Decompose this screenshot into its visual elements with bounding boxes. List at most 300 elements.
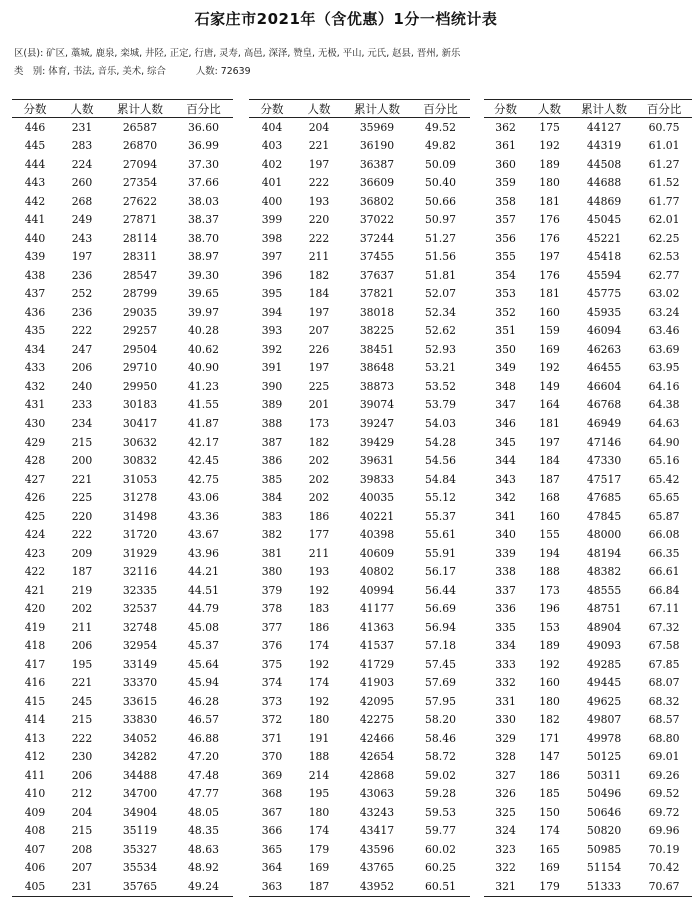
cumulative-cell: 41903 (359, 676, 395, 690)
score-cell: 337 (495, 583, 516, 597)
percent-cell: 56.94 (425, 620, 456, 634)
percent-cell: 65.65 (648, 491, 680, 505)
count-cell: 160 (539, 305, 560, 319)
cumulative-cell: 49978 (586, 731, 622, 745)
score-cell: 336 (495, 602, 516, 616)
score-cell: 423 (24, 546, 46, 560)
score-table-1 (12, 99, 233, 897)
table-row (12, 525, 233, 544)
score-cell: 331 (495, 694, 516, 708)
score-cell: 369 (261, 768, 283, 782)
table-row (484, 618, 692, 637)
cumulative-cell: 31498 (122, 509, 158, 523)
percent-cell: 60.25 (425, 861, 456, 875)
cumulative-cell: 26870 (122, 139, 158, 153)
cumulative-cell: 27871 (122, 213, 158, 227)
percent-cell: 48.92 (188, 861, 219, 875)
count-cell: 194 (539, 546, 560, 560)
percent-cell: 44.21 (188, 565, 219, 579)
count-cell: 202 (71, 602, 93, 616)
score-cell: 326 (495, 787, 516, 801)
table-row (249, 599, 470, 618)
count-cell: 202 (308, 472, 330, 486)
percent-cell: 46.88 (188, 731, 219, 745)
score-cell: 350 (495, 342, 516, 356)
count-cell: 193 (308, 565, 330, 579)
cumulative-cell: 34282 (122, 750, 158, 764)
table-row (12, 192, 233, 211)
table-row (12, 562, 233, 581)
percent-cell: 68.07 (648, 676, 680, 690)
count-cell: 221 (71, 676, 93, 690)
cumulative-cell: 47845 (586, 509, 622, 523)
percent-cell: 36.60 (188, 120, 219, 134)
count-cell: 184 (539, 454, 560, 468)
cumulative-cell: 45221 (586, 231, 622, 245)
table-row (12, 248, 233, 267)
cumulative-cell: 51333 (572, 877, 636, 896)
cumulative-cell: 32954 (122, 639, 158, 653)
table-row (484, 303, 692, 322)
count-cell: 187 (71, 565, 93, 579)
percent-cell: 49.82 (425, 139, 456, 153)
percent-cell: 41.23 (188, 379, 219, 393)
cumulative-cell: 38648 (359, 361, 395, 375)
score-cell: 383 (261, 509, 283, 523)
cumulative-cell: 50125 (586, 750, 622, 764)
cumulative-cell: 45594 (586, 268, 622, 282)
score-table-3 (484, 99, 692, 897)
count-cell: 180 (539, 694, 560, 708)
percent-cell: 57.18 (425, 639, 456, 653)
table-row (484, 322, 692, 341)
percent-cell: 45.94 (188, 676, 219, 690)
percent-cell: 48.35 (188, 824, 219, 838)
table-row (12, 711, 233, 730)
count-cell: 173 (539, 583, 560, 597)
percent-cell: 51.56 (425, 250, 456, 264)
percent-cell: 37.66 (188, 176, 219, 190)
table-row (484, 636, 692, 655)
table-row (249, 507, 470, 526)
count-cell: 193 (308, 194, 330, 208)
score-cell: 401 (261, 176, 283, 190)
percent-cell: 69.72 (648, 805, 680, 819)
score-cell: 352 (495, 305, 516, 319)
count-cell: 192 (308, 657, 330, 671)
table-row (12, 470, 233, 489)
cumulative-cell: 50311 (586, 768, 622, 782)
table-row (249, 174, 470, 193)
cumulative-cell: 40994 (359, 583, 395, 597)
table-row (484, 451, 692, 470)
cumulative-cell: 43063 (359, 787, 395, 801)
table-row (12, 544, 233, 563)
score-cell: 366 (261, 824, 283, 838)
cumulative-cell: 28547 (122, 268, 158, 282)
cumulative-cell: 28311 (122, 250, 158, 264)
cumulative-cell: 27354 (122, 176, 158, 190)
table-row (249, 766, 470, 785)
cumulative-cell: 38018 (359, 305, 395, 319)
table-row (249, 303, 470, 322)
score-cell: 375 (261, 657, 283, 671)
count-cell: 236 (71, 268, 93, 282)
table-row (12, 859, 233, 878)
cumulative-cell: 40035 (359, 491, 395, 505)
table-row (12, 748, 233, 767)
score-cell: 378 (261, 602, 283, 616)
table-row (12, 636, 233, 655)
count-cell: 169 (308, 861, 330, 875)
score-cell: 394 (261, 305, 283, 319)
count-cell: 182 (308, 268, 330, 282)
score-cell: 379 (261, 583, 283, 597)
count-cell: 197 (308, 157, 330, 171)
cumulative-cell: 41729 (359, 657, 395, 671)
score-cell: 446 (24, 120, 46, 134)
percent-cell: 52.93 (425, 342, 456, 356)
table-row (12, 840, 233, 859)
percent-cell: 55.37 (425, 509, 456, 523)
score-cell: 324 (495, 824, 516, 838)
table-row (249, 544, 470, 563)
cumulative-cell: 35534 (122, 861, 158, 875)
cumulative-cell: 40802 (359, 565, 395, 579)
table-row (249, 192, 470, 211)
count-cell: 181 (539, 417, 560, 430)
score-cell: 349 (495, 361, 516, 375)
table-row (249, 340, 470, 359)
count-cell: 187 (295, 877, 343, 896)
score-cell: 434 (24, 342, 46, 356)
table-row (12, 322, 233, 341)
cumulative-cell: 27622 (122, 194, 158, 208)
table-row (484, 711, 692, 730)
percent-cell: 44.79 (188, 602, 219, 616)
count-cell: 195 (308, 787, 330, 801)
count-cell: 220 (308, 213, 330, 227)
score-cell: 408 (24, 824, 46, 838)
score-cell: 416 (24, 676, 46, 690)
table-row (484, 655, 692, 674)
count-cell: 174 (308, 676, 330, 690)
score-cell: 400 (261, 194, 283, 208)
score-cell: 353 (495, 287, 516, 301)
percent-cell: 36.99 (188, 139, 219, 153)
table-row (249, 581, 470, 600)
cumulative-cell: 46768 (586, 398, 622, 412)
cumulative-cell: 41177 (359, 602, 395, 616)
score-cell: 411 (24, 768, 46, 782)
count-cell: 221 (71, 472, 93, 486)
percent-cell: 52.07 (425, 287, 456, 301)
percent-cell: 39.30 (188, 268, 219, 282)
table-row (12, 340, 233, 359)
cumulative-cell: 38451 (359, 342, 395, 356)
header-score: 分数 (484, 100, 527, 118)
count-cell: 243 (71, 231, 93, 245)
cumulative-cell: 48904 (586, 620, 622, 634)
percent-cell: 61.27 (648, 157, 680, 171)
count-cell: 191 (308, 731, 330, 745)
table-row (249, 636, 470, 655)
count-cell: 181 (539, 287, 560, 301)
table-row (12, 174, 233, 193)
percent-cell: 51.27 (425, 231, 456, 245)
percent-cell: 63.95 (648, 361, 680, 375)
score-cell: 356 (495, 231, 516, 245)
cumulative-cell: 39074 (359, 398, 395, 412)
percent-cell: 38.97 (188, 250, 219, 264)
percent-cell: 47.77 (188, 787, 219, 801)
score-cell: 384 (261, 491, 283, 505)
score-cell: 355 (495, 250, 516, 264)
score-cell: 363 (249, 877, 295, 896)
percent-cell: 54.03 (425, 417, 456, 430)
count-cell: 201 (308, 398, 330, 412)
count-cell: 234 (71, 417, 93, 430)
count-cell: 222 (71, 731, 93, 745)
count-cell: 231 (71, 120, 93, 134)
cumulative-cell: 51154 (586, 861, 622, 875)
header-row (12, 100, 233, 118)
count-cell: 155 (539, 528, 560, 542)
percent-cell: 41.87 (188, 417, 219, 430)
cumulative-cell: 50985 (586, 842, 622, 856)
table-row (249, 433, 470, 452)
cumulative-cell: 46949 (586, 417, 622, 430)
score-cell: 397 (261, 250, 283, 264)
score-cell: 327 (495, 768, 516, 782)
percent-cell: 43.36 (188, 509, 219, 523)
cumulative-cell: 45045 (586, 213, 622, 227)
count-cell: 180 (308, 805, 330, 819)
table-row (249, 785, 470, 804)
table-row (249, 266, 470, 285)
cumulative-cell: 39833 (359, 472, 395, 486)
score-cell: 442 (24, 194, 46, 208)
count-cell: 189 (539, 157, 560, 171)
table-row (249, 137, 470, 156)
count-cell: 192 (539, 361, 560, 375)
count-cell: 215 (71, 713, 93, 727)
score-cell: 323 (495, 842, 516, 856)
table-row (484, 229, 692, 248)
table-row (484, 859, 692, 878)
count-cell: 206 (71, 639, 93, 653)
percent-cell: 62.01 (648, 213, 680, 227)
cumulative-cell: 42654 (359, 750, 395, 764)
cumulative-cell: 31720 (122, 528, 158, 542)
table-row (484, 748, 692, 767)
percent-cell: 67.85 (648, 657, 680, 671)
percent-cell: 55.61 (425, 528, 456, 542)
cumulative-cell: 48194 (586, 546, 622, 560)
percent-cell: 65.87 (648, 509, 680, 523)
table-row (12, 285, 233, 304)
cumulative-cell: 49445 (586, 676, 622, 690)
cumulative-cell: 35327 (122, 842, 158, 856)
score-cell: 424 (24, 528, 46, 542)
cumulative-cell: 44869 (586, 194, 622, 208)
percent-cell: 54.56 (425, 454, 456, 468)
table-row (484, 414, 692, 433)
cumulative-cell: 43765 (359, 861, 395, 875)
percent-cell: 50.97 (425, 213, 456, 227)
score-cell: 340 (495, 528, 516, 542)
score-cell: 343 (495, 472, 516, 486)
percent-cell: 47.20 (188, 750, 219, 764)
percent-cell: 39.65 (188, 287, 219, 301)
table-row (12, 599, 233, 618)
percent-cell: 68.57 (648, 713, 680, 727)
table-row (12, 803, 233, 822)
table-row (12, 414, 233, 433)
table-row (12, 822, 233, 841)
percent-cell: 40.90 (188, 361, 219, 375)
score-cell: 405 (12, 877, 58, 896)
cumulative-cell: 50646 (586, 805, 622, 819)
percent-cell: 61.01 (648, 139, 680, 153)
count-cell: 226 (308, 342, 330, 356)
count-cell: 236 (71, 305, 93, 319)
table-row (249, 322, 470, 341)
cumulative-cell: 31929 (122, 546, 158, 560)
percent-cell: 61.77 (648, 194, 680, 208)
score-cell: 436 (24, 305, 46, 319)
percent-cell: 64.38 (648, 398, 680, 412)
count-cell: 222 (71, 324, 93, 338)
percent-cell: 50.09 (425, 157, 456, 171)
count-cell: 222 (308, 231, 330, 245)
percent-cell: 69.96 (648, 824, 680, 838)
score-cell: 345 (495, 435, 516, 449)
table-row (12, 785, 233, 804)
cumulative-cell: 35119 (122, 824, 158, 838)
score-cell: 329 (495, 731, 516, 745)
score-cell: 370 (261, 750, 283, 764)
count-cell: 184 (308, 287, 330, 301)
count-cell: 150 (539, 805, 560, 819)
cumulative-cell: 33615 (122, 694, 158, 708)
table-row (484, 673, 692, 692)
cumulative-cell: 39631 (359, 454, 395, 468)
count-cell: 168 (539, 491, 560, 505)
score-cell: 445 (24, 139, 46, 153)
score-cell: 415 (24, 694, 46, 708)
table-row (249, 451, 470, 470)
score-cell: 406 (24, 861, 46, 875)
percent-cell: 40.28 (188, 324, 219, 338)
cumulative-cell: 42095 (359, 694, 395, 708)
percent-cell: 69.01 (648, 750, 680, 764)
table-row (12, 211, 233, 230)
score-cell: 412 (24, 750, 46, 764)
percent-cell: 66.84 (648, 583, 680, 597)
count-cell: 207 (308, 324, 330, 338)
table-row (249, 377, 470, 396)
table-row (484, 137, 692, 156)
score-cell: 333 (495, 657, 516, 671)
percent-cell: 70.67 (636, 877, 692, 896)
cumulative-cell: 44688 (586, 176, 622, 190)
table-row (484, 285, 692, 304)
score-cell: 371 (261, 731, 283, 745)
percent-cell: 42.75 (188, 472, 219, 486)
count-cell: 214 (308, 768, 330, 782)
table-row (249, 729, 470, 748)
percent-cell: 52.62 (425, 324, 456, 338)
count-cell: 197 (71, 250, 93, 264)
cumulative-cell: 43596 (359, 842, 395, 856)
count-cell: 221 (308, 139, 330, 153)
cumulative-cell: 39247 (359, 417, 395, 430)
cumulative-cell: 49093 (586, 639, 622, 653)
count-cell: 202 (308, 454, 330, 468)
percent-cell: 65.42 (648, 472, 680, 486)
table-row (484, 340, 692, 359)
cumulative-cell: 49807 (586, 713, 622, 727)
table-row (484, 803, 692, 822)
score-cell: 422 (24, 565, 46, 579)
score-cell: 382 (261, 528, 283, 542)
score-cell: 440 (24, 231, 46, 245)
header-cumulative: 累计人数 (572, 100, 636, 118)
table-row (12, 618, 233, 637)
table-row (12, 359, 233, 378)
count-cell: 186 (539, 768, 560, 782)
score-cell: 365 (261, 842, 283, 856)
score-cell: 395 (261, 287, 283, 301)
cumulative-cell: 43952 (343, 877, 411, 896)
score-cell: 332 (495, 676, 516, 690)
count-cell: 160 (539, 676, 560, 690)
count-cell: 180 (308, 713, 330, 727)
count-cell: 231 (58, 877, 106, 896)
cumulative-cell: 33370 (122, 676, 158, 690)
table-row (12, 877, 233, 896)
percent-cell: 56.44 (425, 583, 456, 597)
score-cell: 429 (24, 435, 46, 449)
table-row (249, 673, 470, 692)
score-cell: 431 (24, 398, 46, 412)
table-row (12, 692, 233, 711)
table-row (249, 470, 470, 489)
header-row (484, 100, 692, 118)
count-cell: 225 (71, 491, 93, 505)
cumulative-cell: 28114 (122, 231, 158, 245)
cumulative-cell: 48000 (586, 528, 622, 542)
percent-cell: 59.53 (425, 805, 456, 819)
table-row (12, 729, 233, 748)
count-cell: 187 (539, 472, 560, 486)
cumulative-cell: 44508 (586, 157, 622, 171)
cumulative-cell: 41537 (359, 639, 395, 653)
score-cell: 368 (261, 787, 283, 801)
cumulative-cell: 44319 (586, 139, 622, 153)
percent-cell: 67.32 (648, 620, 680, 634)
score-cell: 414 (24, 713, 46, 727)
count-cell: 171 (539, 731, 560, 745)
header-cumulative: 累计人数 (106, 100, 174, 118)
table-row (12, 137, 233, 156)
percent-cell: 54.84 (425, 472, 456, 486)
percent-cell: 67.11 (648, 602, 680, 616)
score-cell: 437 (24, 287, 46, 301)
count-cell: 165 (539, 842, 560, 856)
score-cell: 402 (261, 157, 283, 171)
